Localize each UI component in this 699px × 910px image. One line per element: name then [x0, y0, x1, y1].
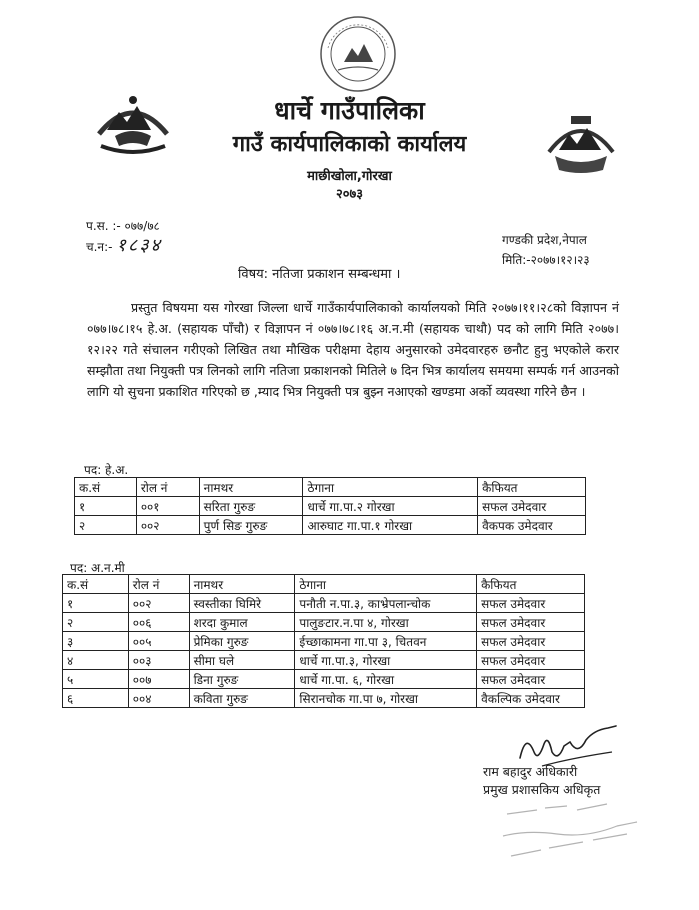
cell-address: धार्चे गा.पा.३, गोरखा	[295, 651, 477, 670]
cell-roll: ००३	[128, 651, 189, 670]
dispatch-line	[86, 236, 162, 257]
results-table-2	[62, 574, 585, 708]
column-header: क.सं	[63, 575, 129, 594]
column-header: कैफियत	[477, 575, 585, 594]
column-header: क.सं	[75, 478, 137, 497]
date-block	[502, 230, 590, 270]
cell-remarks: वैकपक उमेदवार	[478, 516, 586, 535]
table-row	[75, 516, 586, 535]
cell-address: सिरानचोक गा.पा ७, गोरखा	[295, 689, 477, 708]
cell-serial: २	[63, 613, 129, 632]
cell-name: डिना गुरुङ	[189, 670, 295, 689]
cell-remarks: सफल उमेदवार	[477, 632, 585, 651]
date-line: मिति:-२०७७।१२।२३	[502, 253, 590, 267]
table-row	[63, 689, 585, 708]
cell-name: पुर्ण सिङ गुरुङ	[199, 516, 303, 535]
cell-address: धार्चे गा.पा. ६, गोरखा	[295, 670, 477, 689]
cell-serial: २	[75, 516, 137, 535]
table-row	[63, 613, 585, 632]
table-row	[63, 670, 585, 689]
reference-number: प.स. :- ०७७/७८	[86, 219, 160, 233]
post-label-2: पद: अ.न.मी	[70, 561, 125, 575]
notice-body: प्रस्तुत विषयमा यस गोरखा जिल्ला धार्चे गाउँकार्यपालिकाको कार्यालयको मिति २०७७।११।२८को विज्ञापन नं ०७७।७८।१५ हे.अ. (सहायक पाँचौ) र विज्ञापन नं ०७७।७८।१६ अ.न.मी (सहायक चाथौ) पद को लागि मिति २०७७।१२।२२ गते संचालन गरीएको लिखित तथा मौखिक परीक्षमा देहाय अनुसारको उमेदवारहरु छनौट हुनु भएकोले करार सम्झौता तथा नियुक्ती पत्र लिनको लागि नतिजा प्रकाशनको मितिले ७ दिन भित्र कार्यालय समयमा सम्पर्क गर्न आउनको लागि यो सुचना प्रकाशित गरिएको छ ,म्याद भित्र नियुक्ती पत्र बुझ्न नआएको खण्डमा अर्को व्यवस्था गरिने छैन ।	[87, 300, 619, 399]
cell-serial: १	[75, 497, 137, 516]
province-line: गण्डकी प्रदेश,नेपाल	[502, 233, 587, 247]
table-header-row	[63, 575, 585, 594]
table-row	[75, 497, 586, 516]
results-table-1	[74, 477, 586, 535]
signatory-designation: प्रमुख प्रशासकिय अधिकृत	[483, 782, 601, 797]
subject-line: विषय: नतिजा प्रकाशन सम्बन्धमा ।	[238, 267, 401, 282]
signatory-name: राम बहादुर अधिकारी	[483, 764, 578, 779]
table-row	[63, 651, 585, 670]
cell-roll: ००४	[128, 689, 189, 708]
office-year: २०७३	[335, 187, 364, 202]
cell-roll: ००२	[136, 516, 199, 535]
cell-remarks: वैकल्पिक उमेदवार	[477, 689, 585, 708]
cell-serial: ५	[63, 670, 129, 689]
cell-remarks: सफल उमेदवार	[477, 651, 585, 670]
office-title: गाउँ कार्यपालिकाको कार्यालय	[232, 132, 467, 157]
column-header: नामथर	[199, 478, 303, 497]
dispatch-label: च.न:-	[86, 240, 113, 254]
office-address: माछीखोला,गोरखा	[307, 169, 392, 184]
column-header: ठेगाना	[303, 478, 478, 497]
table-header-row	[75, 478, 586, 497]
cell-address: पनौती न.पा.३, काभ्रेपलान्चोक	[295, 594, 477, 613]
cell-address: पालुङटार.न.पा ४, गोरखा	[295, 613, 477, 632]
cell-serial: ६	[63, 689, 129, 708]
dispatch-number: १८३४	[116, 235, 162, 256]
cell-name: प्रेमिका गुरुङ	[189, 632, 295, 651]
cell-address: धार्चे गा.पा.२ गोरखा	[303, 497, 478, 516]
cell-serial: ३	[63, 632, 129, 651]
reference-block	[86, 216, 162, 257]
cell-remarks: सफल उमेदवार	[477, 613, 585, 632]
table-row	[63, 594, 585, 613]
cell-roll: ००५	[128, 632, 189, 651]
cell-remarks: सफल उमेदवार	[477, 670, 585, 689]
table-row	[63, 632, 585, 651]
cell-name: सीमा घले	[189, 651, 295, 670]
cell-address: ईच्छाकामना गा.पा ३, चितवन	[295, 632, 477, 651]
cell-serial: ४	[63, 651, 129, 670]
column-header: ठेगाना	[295, 575, 477, 594]
cell-remarks: सफल उमेदवार	[478, 497, 586, 516]
cell-name: सरिता गुरुङ	[199, 497, 303, 516]
cell-roll: ००१	[136, 497, 199, 516]
official-stamp	[497, 800, 647, 870]
signatory-block	[483, 763, 600, 799]
post-label-1: पद: हे.अ.	[84, 463, 129, 477]
cell-serial: १	[63, 594, 129, 613]
cell-roll: ००६	[128, 613, 189, 632]
cell-address: आरुघाट गा.पा.१ गोरखा	[303, 516, 478, 535]
column-header: नामथर	[189, 575, 295, 594]
cell-name: स्वस्तीका घिमिरे	[189, 594, 295, 613]
office-seal	[318, 14, 398, 94]
org-name: धार्चे गाउँपालिका	[274, 96, 425, 125]
column-header: रोल नं	[128, 575, 189, 594]
cell-name: कविता गुरुङ	[189, 689, 295, 708]
column-header: कैफियत	[478, 478, 586, 497]
cell-roll: ००२	[128, 594, 189, 613]
cell-name: शरदा कुमाल	[189, 613, 295, 632]
cell-roll: ००७	[128, 670, 189, 689]
column-header: रोल नं	[136, 478, 199, 497]
cell-remarks: सफल उमेदवार	[477, 594, 585, 613]
